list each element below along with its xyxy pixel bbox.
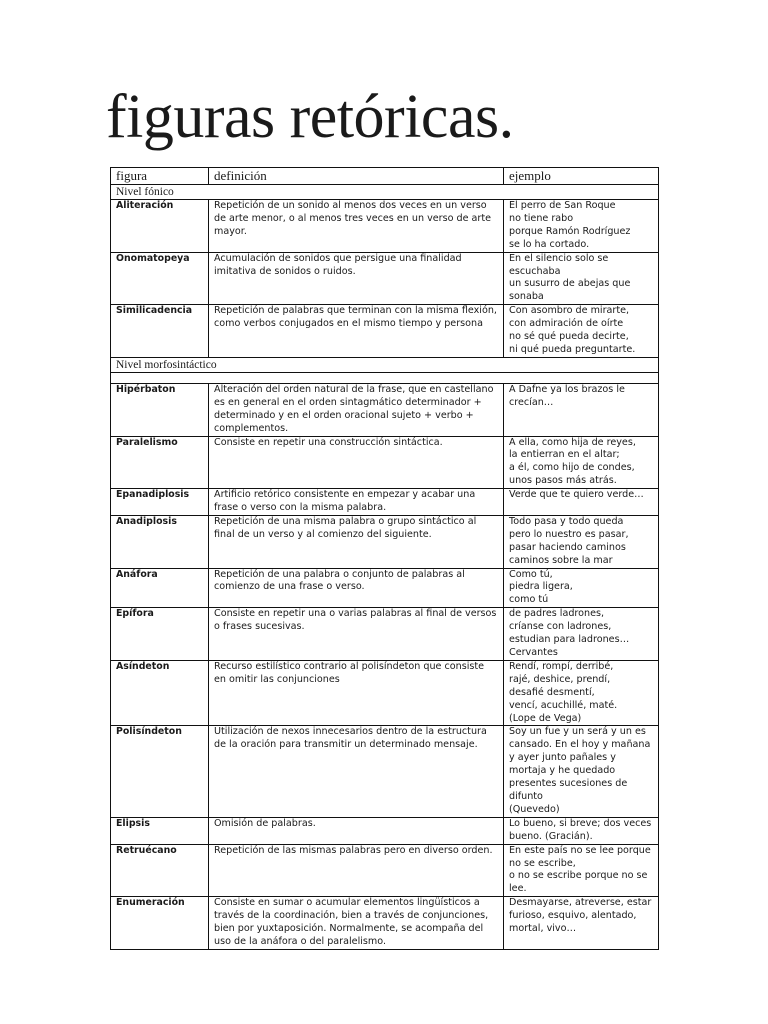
definition-cell: Repetición de palabras que terminan con la misma flexión, como verbos conjugados en el mismo tiempo y persona <box>209 305 504 358</box>
example-cell: de padres ladrones, críanse con ladrones, estudian para ladrones… Cervantes <box>504 608 659 661</box>
example-cell: A Dafne ya los brazos le crecían… <box>504 383 659 436</box>
section-row <box>111 357 659 372</box>
definition-cell: Repetición de las mismas palabras pero en diverso orden. <box>209 844 504 897</box>
table-row <box>111 844 659 897</box>
table-row <box>111 817 659 844</box>
page-title: figuras retóricas. <box>106 83 514 151</box>
example-cell: El perro de San Roque no tiene rabo porque Ramón Rodríguez se lo ha cortado. <box>504 200 659 253</box>
definition-cell: Repetición de un sonido al menos dos veces en un verso de arte menor, o al menos tres veces en un verso de arte mayor. <box>209 200 504 253</box>
figure-term-cell: Enumeración <box>111 897 209 950</box>
figure-term-cell: Asíndeton <box>111 660 209 726</box>
figures-table <box>110 167 659 950</box>
table-row <box>111 436 659 489</box>
figure-term-cell: Anáfora <box>111 568 209 608</box>
example-cell: En este país no se lee porque no se escribe, o no se escribe porque no se lee. <box>504 844 659 897</box>
example-cell: En el silencio solo se escuchaba un susurro de abejas que sonaba <box>504 252 659 305</box>
example-cell: Verde que te quiero verde… <box>504 489 659 516</box>
header-ejemplo: ejemplo <box>504 168 659 185</box>
definition-cell: Consiste en repetir una o varias palabras al final de versos o frases sucesivas. <box>209 608 504 661</box>
header-figura: figura <box>111 168 209 185</box>
figure-term-cell: Aliteración <box>111 200 209 253</box>
figures-table-body <box>111 168 659 950</box>
definition-cell: Acumulación de sonidos que persigue una finalidad imitativa de sonidos o ruidos. <box>209 252 504 305</box>
table-row <box>111 660 659 726</box>
figure-term-cell: Retruécano <box>111 844 209 897</box>
table-row <box>111 305 659 358</box>
table-row <box>111 515 659 568</box>
table-row <box>111 568 659 608</box>
definition-cell: Consiste en repetir una construcción sintáctica. <box>209 436 504 489</box>
section-label: Nivel morfosintáctico <box>111 357 659 372</box>
example-cell: Con asombro de mirarte, con admiración de oírte no sé qué pueda decirte, ni qué pueda preguntarte. <box>504 305 659 358</box>
definition-cell: Repetición de una palabra o conjunto de palabras al comienzo de una frase o verso. <box>209 568 504 608</box>
section-row <box>111 185 659 200</box>
figure-term-cell: Epífora <box>111 608 209 661</box>
figure-term-cell: Hipérbaton <box>111 383 209 436</box>
example-cell: Desmayarse, atreverse, estar furioso, esquivo, alentado, mortal, vivo… <box>504 897 659 950</box>
table-row <box>111 726 659 817</box>
figure-term-cell: Paralelismo <box>111 436 209 489</box>
figure-term-cell: Similicadencia <box>111 305 209 358</box>
spacer-row <box>111 372 659 383</box>
table-row <box>111 252 659 305</box>
definition-cell: Utilización de nexos innecesarios dentro de la estructura de la oración para transmitir un determinado mensaje. <box>209 726 504 817</box>
table-row <box>111 608 659 661</box>
figure-term-cell: Polisíndeton <box>111 726 209 817</box>
example-cell: Soy un fue y un será y un es cansado. En el hoy y mañana y ayer junto pañales y mortaja y he quedado presentes sucesiones de difunto (Quevedo) <box>504 726 659 817</box>
definition-cell: Artificio retórico consistente en empezar y acabar una frase o verso con la misma palabra. <box>209 489 504 516</box>
definition-cell: Consiste en sumar o acumular elementos lingüísticos a través de la coordinación, bien a través de conjunciones, bien por yuxtaposición. Normalmente, se acompaña del uso de la anáfora o del paralelismo. <box>209 897 504 950</box>
table-row <box>111 489 659 516</box>
example-cell: Rendí, rompí, derribé, rajé, deshice, prendí, desafié desmentí, vencí, acuchillé, maté. (Lope de Vega) <box>504 660 659 726</box>
example-cell: Como tú, piedra ligera, como tú <box>504 568 659 608</box>
header-definicion: definición <box>209 168 504 185</box>
example-cell: Todo pasa y todo queda pero lo nuestro es pasar, pasar haciendo caminos caminos sobre la mar <box>504 515 659 568</box>
section-label: Nivel fónico <box>111 185 659 200</box>
example-cell: Lo bueno, si breve; dos veces bueno. (Gracián). <box>504 817 659 844</box>
table-header-row <box>111 168 659 185</box>
definition-cell: Alteración del orden natural de la frase, que en castellano es en general en el orden sintagmático determinador + determinado y en el orden oracional sujeto + verbo + complementos. <box>209 383 504 436</box>
example-cell: A ella, como hija de reyes, la entierran en el altar; a él, como hijo de condes, unos pasos más atrás. <box>504 436 659 489</box>
table-row <box>111 200 659 253</box>
spacer-cell <box>111 372 659 383</box>
table-row <box>111 383 659 436</box>
figure-term-cell: Elipsis <box>111 817 209 844</box>
table-row <box>111 897 659 950</box>
definition-cell: Omisión de palabras. <box>209 817 504 844</box>
definition-cell: Recurso estilístico contrario al polisíndeton que consiste en omitir las conjunciones <box>209 660 504 726</box>
figure-term-cell: Epanadiplosis <box>111 489 209 516</box>
definition-cell: Repetición de una misma palabra o grupo sintáctico al final de un verso y al comienzo del siguiente. <box>209 515 504 568</box>
figure-term-cell: Anadiplosis <box>111 515 209 568</box>
figure-term-cell: Onomatopeya <box>111 252 209 305</box>
